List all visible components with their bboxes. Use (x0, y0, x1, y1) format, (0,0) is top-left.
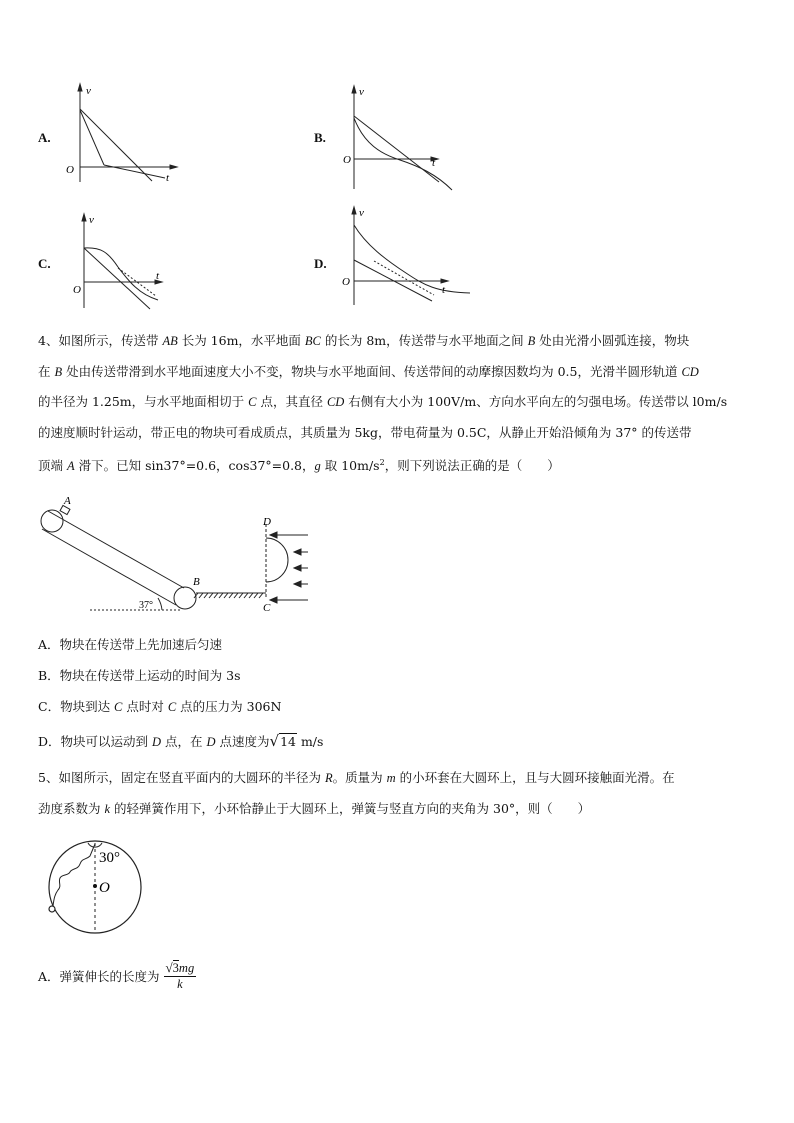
q5-line-1: 5、如图所示，固定在竖直平面内的大圆环的半径为 R。质量为 m 的小环套在大圆环上，且与大圆环接触面光滑。在 (38, 770, 675, 785)
graph-d-t-label: t (442, 284, 446, 296)
question-4-text (38, 326, 768, 482)
q5-figure (42, 840, 152, 940)
field-arrows (270, 532, 308, 603)
graph-b (336, 84, 461, 194)
option-d-label: D. (314, 256, 327, 271)
q4-line-5: 顶端 A 滑下。已知 sin37°=0.6，cos37°=0.8，g 取 $10m/s^2$，则下列说法正确的是（ ） (38, 458, 560, 474)
graph-a (60, 82, 185, 187)
graph-a-origin: O (66, 164, 74, 176)
graph-a-line-1 (80, 109, 152, 181)
graph-d-origin: O (342, 276, 350, 288)
spring (53, 844, 95, 906)
belt-bottom-edge (42, 529, 176, 605)
question-5-text (38, 763, 768, 824)
graph-c-line (84, 248, 150, 309)
graph-c-curve (84, 248, 158, 300)
q4-option-d: D．物块可以运动到 D 点，在 D 点速度为√14 m/s (38, 732, 324, 750)
small-ring (49, 906, 55, 912)
q4-line-4: 的速度顺时针运动，带正电的物块可看成质点，其质量为 5kg，带电荷量为 0.5C，从静止开始沿倾角为 37° 的传送带 (38, 424, 692, 440)
graph-a-line-2a (80, 110, 104, 165)
q5-option-a: A．弹簧伸长的长度为 $\frac{√3mg}{k}$ (38, 960, 195, 991)
option-a-label: A. (38, 130, 51, 145)
q4-line-3: 的半径为 1.25m，与水平地面相切于 C 点，其直径 CD 右侧有大小为 100V/m、方向水平向左的匀强电场。传送带以 l0m/s (38, 394, 728, 409)
semicircle-track (266, 538, 288, 582)
ground-hatching (194, 593, 263, 598)
graph-c (66, 212, 186, 312)
graph-d-curve (354, 225, 470, 293)
angle-37-label: 37° (139, 600, 153, 611)
belt-roller-bottom (174, 587, 196, 609)
q4-line-1: 4、如图所示，传送带 AB 长为 16m，水平地面 BC 的长为 8m，传送带与水平地面之间 B 处由光滑小圆弧连接，物块 (38, 333, 690, 348)
graph-b-origin: O (343, 154, 351, 166)
q4-option-a: A．物块在传送带上先加速后匀速 (38, 637, 223, 652)
graph-d (336, 205, 476, 310)
q4-line-2: 在 B 处由传送带滑到水平地面速度大小不变，物块与水平地面间、传送带间的动摩擦因数均为 0.5，光滑半圆形轨道 CD (38, 363, 699, 379)
option-b-label: B. (314, 130, 326, 145)
label-a: A (64, 495, 71, 507)
q4-option-b: B．物块在传送带上运动的时间为 3s (38, 668, 241, 683)
graph-d-v-label: v (359, 207, 364, 219)
graph-c-v-label: v (89, 214, 94, 226)
q5-line-2: 劲度系数为 k 的轻弹簧作用下，小环恰静止于大圆环上，弹簧与竖直方向的夹角为 30°，则（ ） (38, 800, 591, 816)
sqrt-14: √14 (269, 732, 296, 750)
fraction: $\frac{√3mg}{k}$ (165, 960, 195, 991)
angle-30-label: 30° (99, 850, 120, 866)
q4-figure (40, 494, 320, 619)
belt-top-edge (48, 511, 184, 588)
graph-c-t-label: t (156, 270, 160, 282)
graph-a-t-label: t (166, 172, 170, 184)
center-o-label: O (99, 880, 110, 896)
option-c-label: C. (38, 256, 51, 271)
graph-c-origin: O (73, 284, 81, 296)
graph-b-line (354, 116, 439, 182)
label-c: C (263, 602, 271, 614)
label-b: B (193, 576, 200, 588)
graph-b-t-label: t (432, 157, 436, 169)
label-d: D (263, 516, 271, 528)
q4-option-c: C．物块到达 C 点时对 C 点的压力为 306N (38, 699, 282, 714)
graph-d-dashed (374, 261, 434, 295)
graph-b-v-label: v (359, 86, 364, 98)
graph-a-v-label: v (86, 85, 91, 97)
angle-arc (158, 598, 162, 610)
